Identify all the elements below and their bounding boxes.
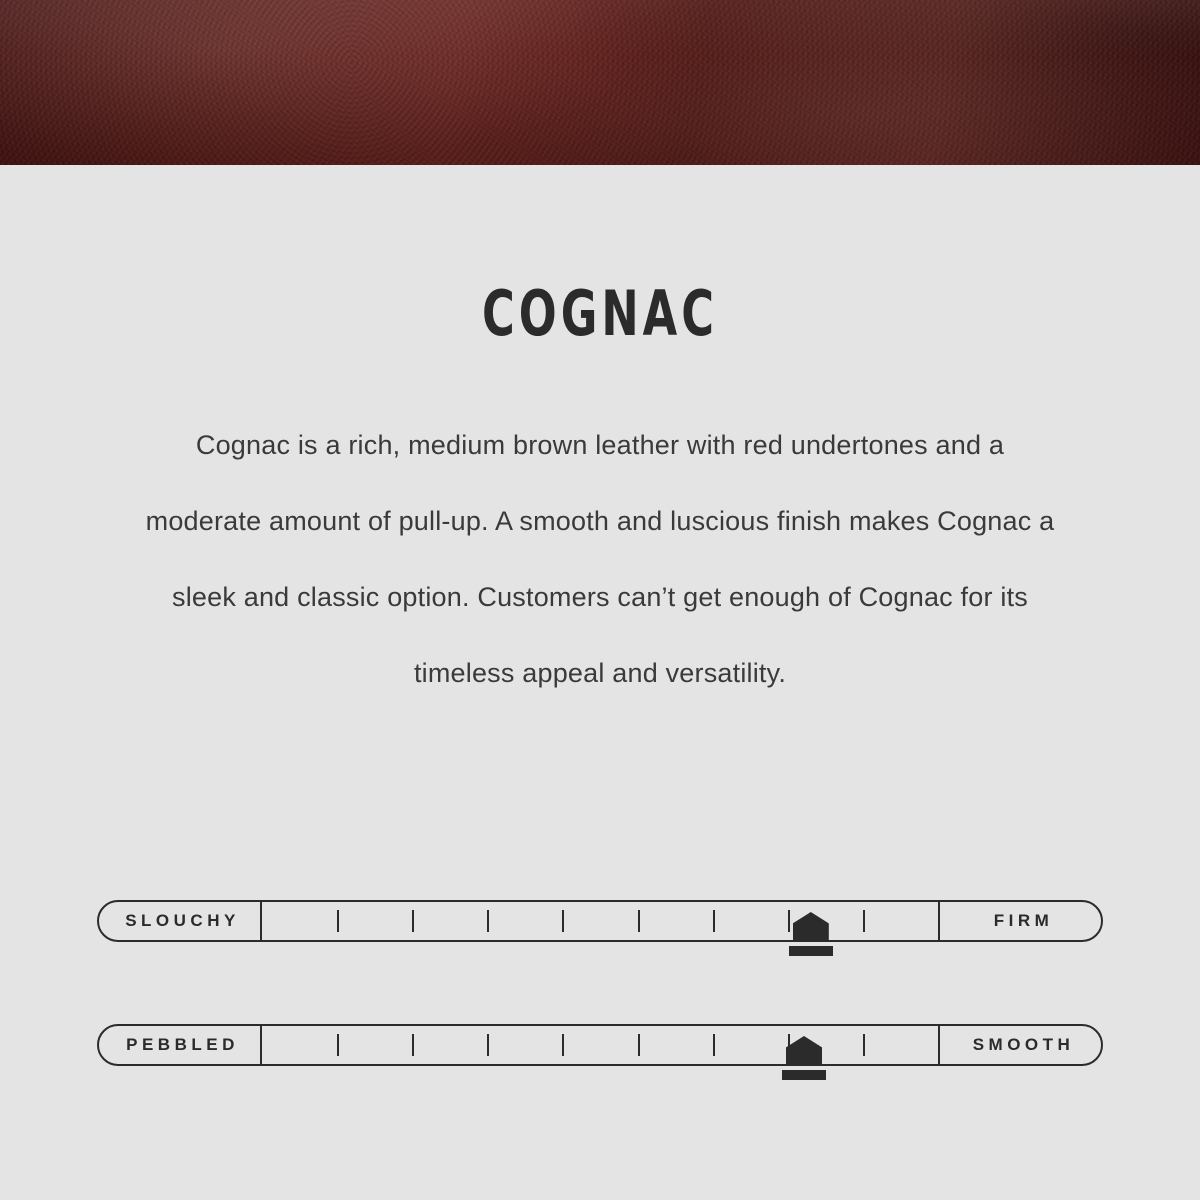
scale-tick <box>487 910 489 932</box>
leather-grain-texture <box>0 0 1200 165</box>
scale-left-label-structure: SLOUCHY <box>99 902 262 940</box>
scale-ticks-texture <box>262 1026 938 1064</box>
scale-tick <box>337 910 339 932</box>
scale-ticks-structure <box>262 902 938 940</box>
scale-tick <box>638 910 640 932</box>
scale-marker-texture[interactable] <box>782 1036 826 1084</box>
scale-tick <box>412 910 414 932</box>
scale-marker-structure[interactable] <box>789 912 833 960</box>
cognac-leather-swatch <box>0 0 1200 165</box>
scale-tick <box>863 1034 865 1056</box>
scale-tick <box>713 910 715 932</box>
marker-base-icon <box>789 946 833 956</box>
scale-tick <box>487 1034 489 1056</box>
marker-pin-icon <box>793 912 829 942</box>
scale-track-structure[interactable] <box>97 900 1103 942</box>
marker-pin-icon <box>786 1036 822 1066</box>
scale-tick <box>713 1034 715 1056</box>
marker-base-icon <box>782 1070 826 1080</box>
scale-tick <box>863 910 865 932</box>
scale-texture <box>97 1024 1103 1110</box>
scale-tick <box>638 1034 640 1056</box>
leather-sheen-overlay <box>0 0 1200 165</box>
scale-right-label-texture: SMOOTH <box>938 1026 1101 1064</box>
attribute-scales <box>0 900 1200 1110</box>
description-text <box>135 407 1065 711</box>
scale-right-label-structure: FIRM <box>938 902 1101 940</box>
scale-tick <box>562 1034 564 1056</box>
scale-left-label-texture: PEBBLED <box>99 1026 262 1064</box>
scale-tick <box>562 910 564 932</box>
description-paragraph: Cognac is a rich, medium brown leather with red undertones and a moderate amount of pull-up. A smooth and luscious finish makes Cognac a sleek and classic option. Customers can’t get enough of Cognac for its timeless appeal and versatility. <box>145 430 1055 688</box>
scale-structure <box>97 900 1103 986</box>
page-title: COGNAC <box>482 277 718 350</box>
scale-track-texture[interactable] <box>97 1024 1103 1066</box>
scale-tick <box>412 1034 414 1056</box>
scale-tick <box>337 1034 339 1056</box>
